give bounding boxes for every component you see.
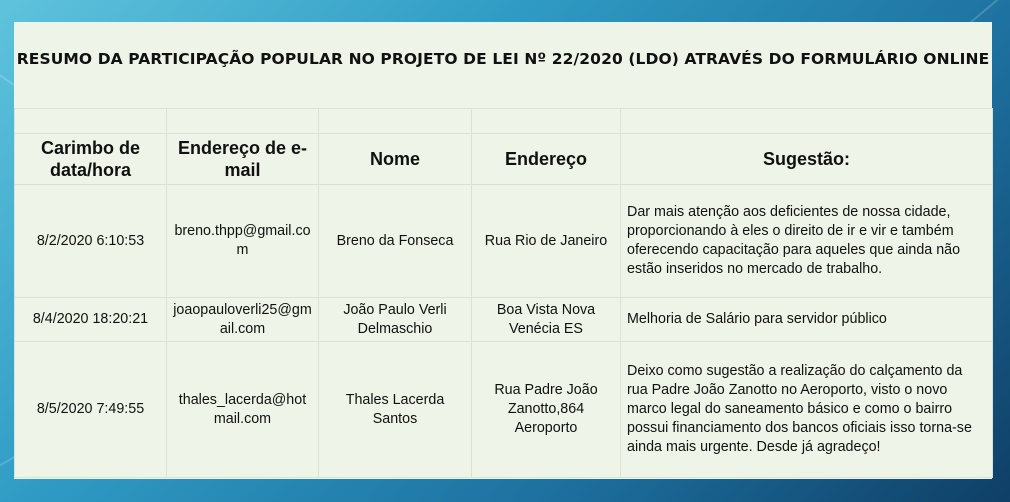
document-title: RESUMO DA PARTICIPAÇÃO POPULAR NO PROJETO DE LEI Nº 22/2020 (LDO) ATRAVÉS DO FORMULÁRIO ONLINE [16,50,990,68]
cell-suggestion: Deixo como sugestão a realização do calçamento da rua Padre João Zanotto no Aeroporto, visto o novo marco legal do saneamento básico e como o bairro possui financiamento dos bancos oficiais isso torna-se ainda mais urgente. Desde já agradeço! [621,342,993,478]
cell-name: Breno da Fonseca [319,185,472,298]
cell-address: Boa Vista Nova Venécia ES [472,298,621,342]
table-row [15,298,993,342]
cell-name: Thales Lacerda Santos [319,342,472,478]
cell-email: thales_lacerda@hotmail.com [167,342,319,478]
cell-timestamp: 8/5/2020 7:49:55 [15,342,167,478]
table-row [15,342,993,478]
empty-cell [15,109,167,134]
table-row [15,185,993,298]
cell-timestamp: 8/2/2020 6:10:53 [15,185,167,298]
cell-address: Rua Rio de Janeiro [472,185,621,298]
cell-address: Rua Padre João Zanotto,864 Aeroporto [472,342,621,478]
cell-suggestion: Dar mais atenção aos deficientes de nossa cidade, proporcionando à eles o direito de ir e vir e também oferecendo capacitação para aqueles que ainda não estão inseridos no mercado de trabalho. [621,185,993,298]
header-timestamp: Carimbo de data/hora [15,134,167,185]
participation-table [14,108,993,478]
cell-email: joaopauloverli25@gmail.com [167,298,319,342]
empty-cell [319,109,472,134]
header-name: Nome [319,134,472,185]
empty-cell [472,109,621,134]
header-row [15,134,993,185]
header-address: Endereço [472,134,621,185]
cell-name: João Paulo Verli Delmaschio [319,298,472,342]
cell-timestamp: 8/4/2020 18:20:21 [15,298,167,342]
spreadsheet-panel [14,22,992,479]
empty-cell [167,109,319,134]
cell-suggestion: Melhoria de Salário para servidor público [621,298,993,342]
empty-row [15,109,993,134]
header-email: Endereço de e-mail [167,134,319,185]
cell-email: breno.thpp@gmail.com [167,185,319,298]
header-suggestion: Sugestão: [621,134,993,185]
empty-cell [621,109,993,134]
